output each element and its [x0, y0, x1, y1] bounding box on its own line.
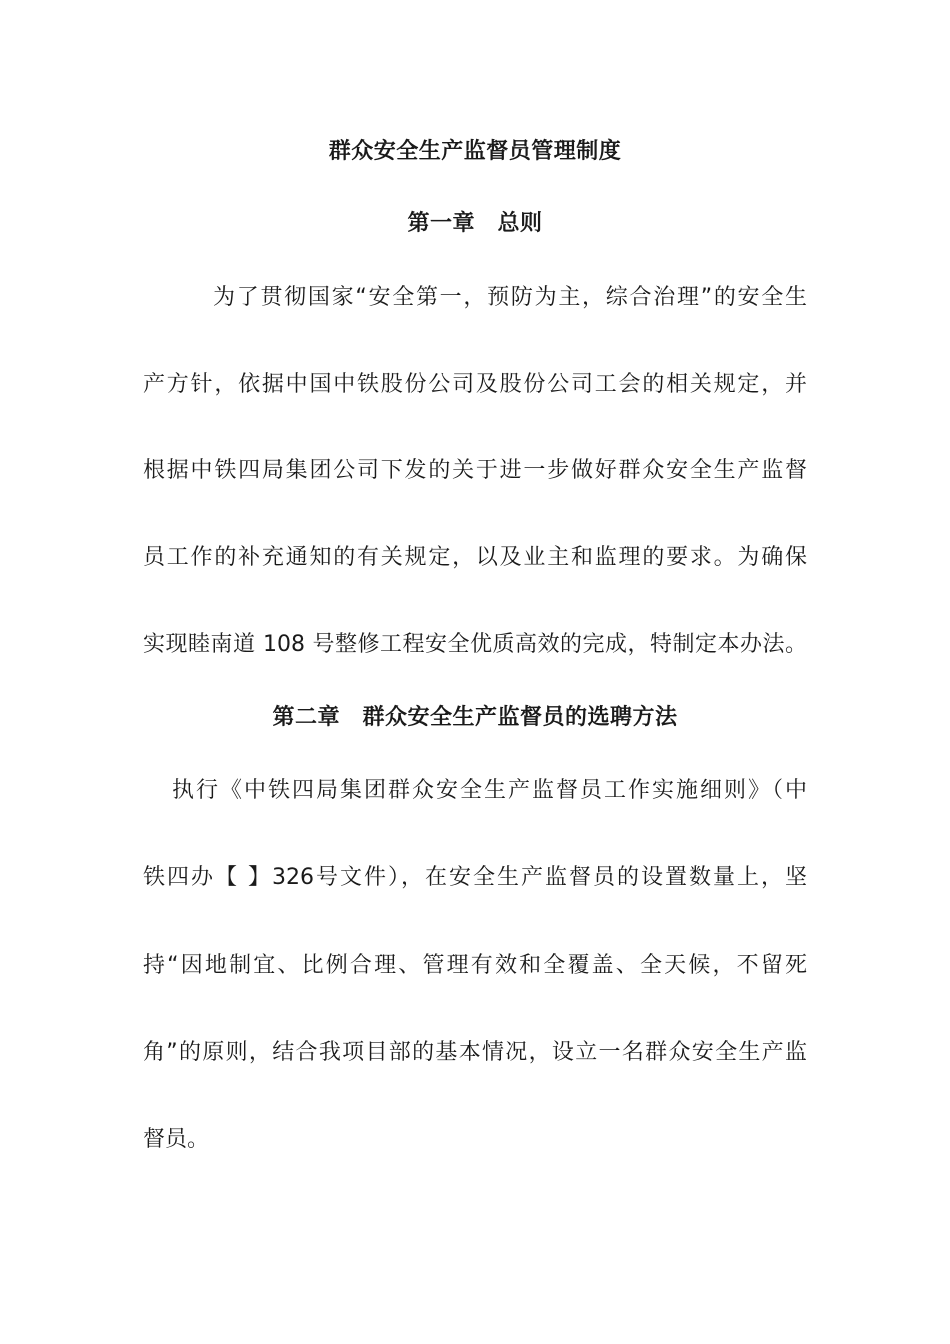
paragraph-line: 员工作的补充通知的有关规定，以及业主和监理的要求。为确保 — [143, 545, 807, 570]
paragraph-line: 实现睦南道 108 号整修工程安全优质高效的完成，特制定本办法。 — [143, 632, 807, 657]
document-title: 群众安全生产监督员管理制度 — [328, 139, 622, 164]
paragraph-line: 角”的原则，结合我项目部的基本情况，设立一名群众安全生产监 — [143, 1040, 807, 1065]
paragraph-line: 执行《中铁四局集团群众安全生产监督员工作实施细则》（中 — [172, 778, 807, 803]
paragraph-line: 持“因地制宜、比例合理、管理有效和全覆盖、全天候，不留死 — [143, 953, 807, 978]
chapter-2-heading: 第二章 群众安全生产监督员的选聘方法 — [272, 705, 678, 730]
paragraph-line: 督员。 — [143, 1127, 210, 1152]
paragraph-line: 铁四办【 】326号文件），在安全生产监督员的设置数量上，坚 — [143, 865, 807, 890]
paragraph-line: 为了贯彻国家“安全第一，预防为主，综合治理”的安全生 — [213, 285, 807, 310]
paragraph-line: 根据中铁四局集团公司下发的关于进一步做好群众安全生产监督 — [143, 458, 807, 483]
paragraph-line: 产方针，依据中国中铁股份公司及股份公司工会的相关规定，并 — [143, 372, 807, 397]
chapter-1-heading: 第一章 总则 — [407, 211, 543, 236]
